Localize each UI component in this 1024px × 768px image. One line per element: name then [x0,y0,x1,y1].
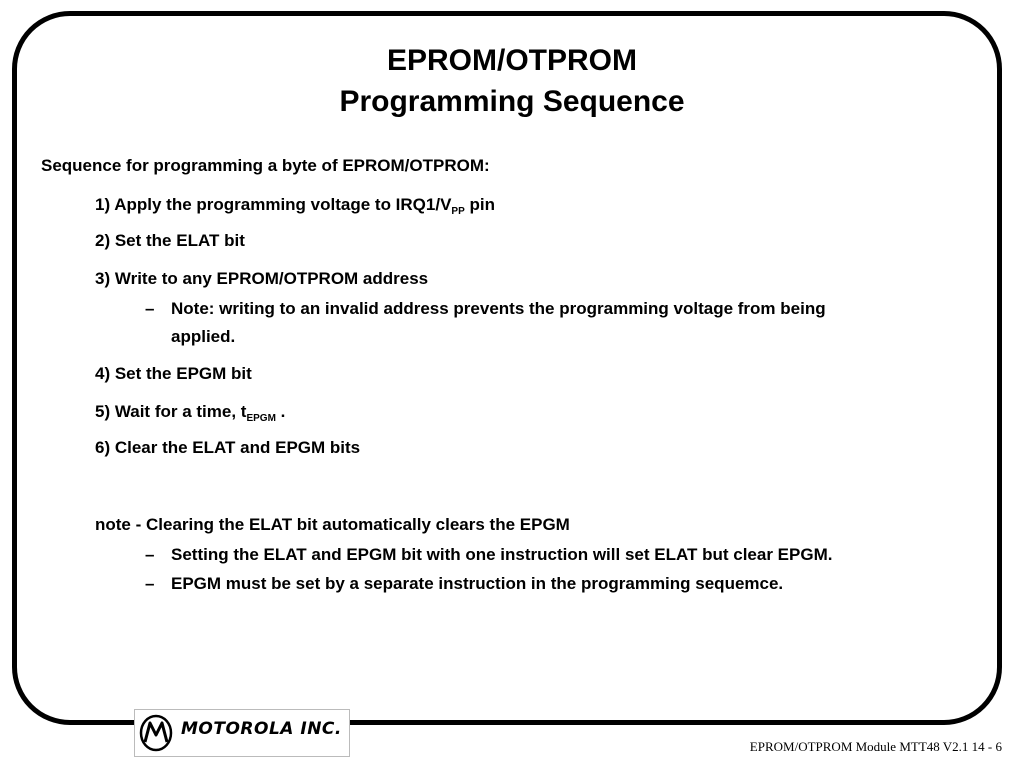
step-3-note-line2: applied. [171,327,236,346]
step-5-text: 5) Wait for a time, t [95,402,247,421]
slide-title-line2: Programming Sequence [339,85,685,118]
step-3-note-line1: Note: writing to an invalid address prevents the programming voltage from being [171,299,826,318]
step-6: 6) Clear the ELAT and EPGM bits [95,438,361,457]
step-5-subscript: EPGM [246,413,276,424]
step-1-text: 1) Apply the programming voltage to IRQ1/V [95,195,452,214]
note-bullet-2-dash: – [145,574,155,593]
motorola-batwing-icon [139,714,173,752]
logo-text: MOTOROLA INC. [181,719,342,739]
slide-title-line1: EPROM/OTPROM [386,44,637,77]
step-5 [95,401,285,426]
step-1-suffix: pin [464,195,495,214]
step-1 [95,194,495,219]
footer-text: EPROM/OTPROM Module MTT48 V2.1 14 - 6 [749,739,1002,754]
step-1-subscript: PP [451,206,465,217]
note-heading: note - Clearing the ELAT bit automatically clears the EPGM [95,515,570,534]
note-bullet-1-dash: – [145,545,155,564]
note-bullet-1: Setting the ELAT and EPGM bit with one instruction will set ELAT but clear EPGM. [171,545,833,564]
step-3-note-dash: – [145,299,155,318]
note-bullet-2: EPGM must be set by a separate instruction in the programming sequemce. [171,574,784,593]
intro-text: Sequence for programming a byte of EPROM/OTPROM: [41,156,490,175]
step-5-suffix: . [275,402,286,421]
motorola-logo [134,709,350,757]
step-4: 4) Set the EPGM bit [95,364,252,383]
step-3: 3) Write to any EPROM/OTPROM address [95,269,429,288]
step-2: 2) Set the ELAT bit [95,231,245,250]
